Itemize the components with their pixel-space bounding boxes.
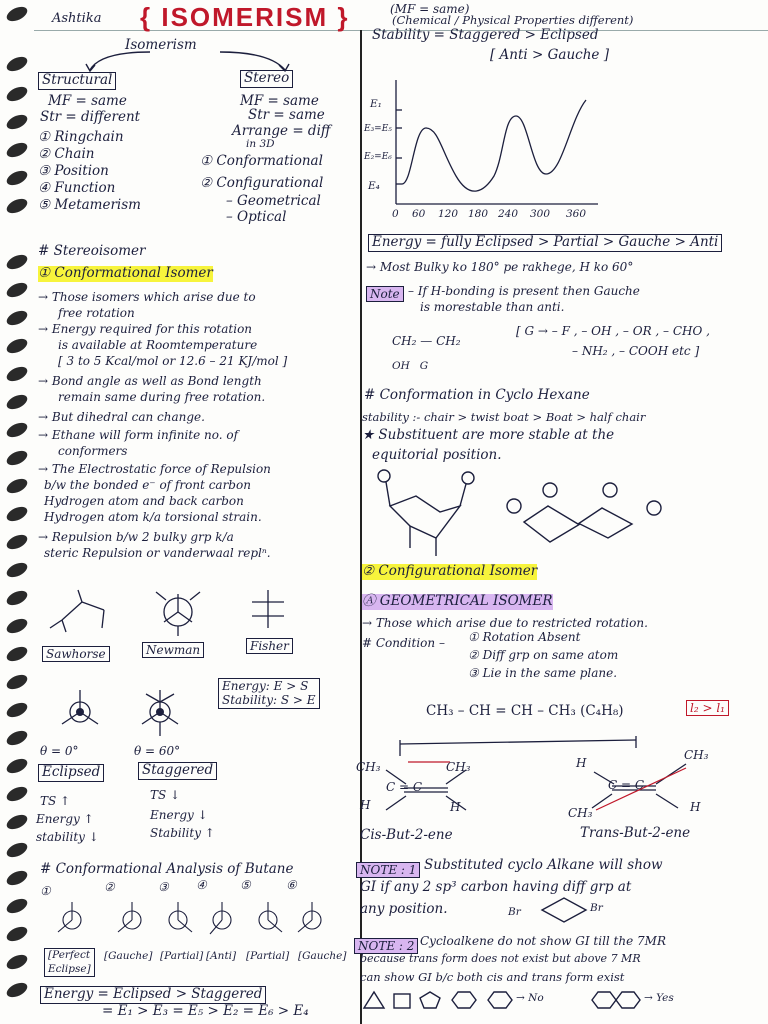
oh-g-line: OH G <box>392 360 429 372</box>
eclipsed-stability: stability ↓ <box>36 830 99 844</box>
structural-line-2: Str = different <box>40 109 141 125</box>
butane-num-5: ⑤ <box>240 878 251 892</box>
stability-line: Stability = Staggered > Eclipsed <box>372 27 599 43</box>
butane-newman-series <box>50 896 350 946</box>
energy-final-1: Energy = Eclipsed > Staggered <box>40 986 266 1004</box>
staggered-energy: Energy ↓ <box>150 808 208 822</box>
graph-xlabel-1: 0 <box>392 208 399 220</box>
structural-type-3: ③ Position <box>38 163 109 179</box>
butane-label-4: [Anti] <box>206 950 237 962</box>
butane-num-1: ① <box>40 884 51 898</box>
butane-num-3: ③ <box>158 880 169 894</box>
note2-text-1: Cycloalkene do not show GI till the 7MR <box>420 934 666 948</box>
structural-line-1: MF = same <box>48 93 127 109</box>
butane-label-6: [Gauche] <box>298 950 347 962</box>
butane-num-4: ④ <box>196 878 207 892</box>
yes-label: → Yes <box>644 992 674 1004</box>
graph-xlabel-3: 120 <box>438 208 459 220</box>
stereo-heading: Stereo <box>240 70 293 88</box>
point-16: steric Repulsion or vanderwaal replⁿ. <box>44 546 271 560</box>
energy-box-line-2: Stability: S > E <box>222 693 316 708</box>
mf-same-note: (MF = same) <box>390 2 470 16</box>
point-4: is available at Roomtemperature <box>58 338 258 352</box>
newman-eclipsed-staggered <box>50 680 210 742</box>
conformational-heading: ① Conformational Isomer <box>38 265 213 281</box>
projection-newman: Newman <box>142 642 204 658</box>
graph-xlabel-7: 360 <box>566 208 587 220</box>
stereo-line-4: in 3D <box>246 138 275 150</box>
condition-1: ① Rotation Absent <box>468 630 581 644</box>
note-text-2: is morestable than anti. <box>420 300 565 314</box>
g-list-1: [ G → – F , – OH , – OR , – CHO , <box>516 324 710 338</box>
point-8: → But dihedral can change. <box>38 410 205 424</box>
structural-type-1: ① Ringchain <box>38 129 124 145</box>
cyclohexane-chair-drawings <box>370 466 750 562</box>
stereo-type-4: – Optical <box>226 209 287 225</box>
trans-ch3-right: CH₃ <box>684 748 709 762</box>
condition-2: ② Diff grp on same atom <box>468 648 619 662</box>
structural-heading: Structural <box>38 72 116 90</box>
note1-text-3: any position. <box>360 901 448 917</box>
graph-xlabel-6: 300 <box>530 208 551 220</box>
eclipsed-energy: Energy ↑ <box>36 812 94 826</box>
isomerism-label: Isomerism <box>125 37 197 53</box>
note1-label: NOTE : 1 <box>356 862 420 878</box>
graph-ylabel-4: E₄ <box>368 180 380 192</box>
cis-ch3-left: CH₃ <box>356 760 381 774</box>
note2-text-3: can show GI b/c both cis and trans form exist <box>360 970 625 984</box>
butane-label-2: [Gauche] <box>104 950 153 962</box>
condition-3: ③ Lie in the same plane. <box>468 666 618 680</box>
butane-num-2: ② <box>104 880 115 894</box>
header-note: (Chemical / Physical Properties different) <box>392 13 634 27</box>
energy-stability-box <box>218 678 320 709</box>
structural-type-2: ② Chain <box>38 146 95 162</box>
butane-label-1: [Perfect <box>48 949 91 961</box>
point-7: remain same during free rotation. <box>58 390 266 404</box>
projection-fisher: Fisher <box>246 638 293 654</box>
graph-ylabel-3: E₂=E₆ <box>364 152 392 162</box>
geometrical-heading: Ⓐ GEOMETRICAL ISOMER <box>362 593 553 609</box>
point-12: b/w the bonded e⁻ of front carbon <box>44 478 251 492</box>
energy-box-line-1: Energy: E > S <box>222 679 309 693</box>
point-14: Hydrogen atom k/a torsional strain. <box>44 510 262 524</box>
br-label-right: Br <box>590 902 603 914</box>
energy-order: Energy = fully Eclipsed > Partial > Gauche > Anti <box>368 234 722 252</box>
projection-sawhorse: Sawhorse <box>42 646 110 662</box>
point-1: → Those isomers which arise due to <box>38 290 256 304</box>
substituent-line-2: equitorial position. <box>372 447 502 463</box>
point-15: → Repulsion b/w 2 bulky grp k/a <box>38 530 234 544</box>
graph-xlabel-4: 180 <box>468 208 489 220</box>
note-label: Note <box>366 286 404 302</box>
condition-label: # Condition – <box>362 636 445 650</box>
cis-h-left: H <box>360 798 371 812</box>
stereo-type-2: ② Configurational <box>200 175 324 191</box>
point-9: → Ethane will form infinite no. of <box>38 428 239 442</box>
stereo-type-3: – Geometrical <box>226 193 321 209</box>
no-label: → No <box>516 992 544 1004</box>
point-3: → Energy required for this rotation <box>38 322 253 336</box>
note2-text-2: because trans form does not exist but above 7 MR <box>360 952 641 965</box>
br-label-left: Br <box>508 906 521 918</box>
point-13: Hydrogen atom and back carbon <box>44 494 244 508</box>
staggered-theta: θ = 60° <box>134 744 181 758</box>
point-11: → The Electrostatic force of Repulsion <box>38 462 271 476</box>
note2-label: NOTE : 2 <box>354 938 418 954</box>
point-6: → Bond angle as well as Bond length <box>38 374 262 388</box>
page-title: { ISOMERISM } <box>140 2 350 32</box>
point-10: conformers <box>58 444 128 458</box>
trans-h-left: H <box>576 756 587 770</box>
cis-ch3-right: CH₃ <box>446 760 471 774</box>
note-text-1: – If H-bonding is present then Gauche <box>408 284 640 298</box>
staggered-ts: TS ↓ <box>150 788 181 802</box>
cycloalkene-ring-series <box>360 988 760 1016</box>
trans-c-double: C = C <box>608 778 645 792</box>
point-2: free rotation <box>58 306 135 320</box>
substituent-line-1: ★ Substituent are more stable at the <box>362 427 615 443</box>
anti-gauche: [ Anti > Gauche ] <box>490 47 609 63</box>
cyclohexane-heading: # Conformation in Cyclo Hexane <box>364 387 590 403</box>
graph-xlabel-2: 60 <box>412 208 426 220</box>
butane-heading: # Conformational Analysis of Butane <box>40 861 294 877</box>
energy-final-2: = E₁ > E₃ = E₅ > E₂ = E₆ > E₄ <box>102 1003 309 1019</box>
eclipsed-ts: TS ↑ <box>40 794 71 808</box>
configurational-heading: ② Configurational Isomer <box>362 563 538 579</box>
stereo-line-3: Arrange = diff <box>232 123 331 139</box>
butane-label-3: [Partial] <box>160 950 204 962</box>
point-5: [ 3 to 5 Kcal/mol or 12.6 – 21 KJ/mol ] <box>58 354 288 368</box>
trans-label: Trans-But-2-ene <box>580 825 691 841</box>
graph-ylabel-1: E₁ <box>370 98 382 110</box>
graph-xlabel-5: 240 <box>498 208 519 220</box>
butane-label-perfect <box>44 948 95 977</box>
cis-c-double: C = C <box>386 780 423 794</box>
cyclohexane-stability: stability :- chair > twist boat > Boat > half chair <box>362 410 646 424</box>
energy-dihedral-graph <box>366 80 606 225</box>
butane-label-5: [Partial] <box>246 950 290 962</box>
ch2-line: CH₂ — CH₂ <box>392 334 461 348</box>
eclipsed-label: Eclipsed <box>38 764 104 782</box>
stereo-line-2: Str = same <box>248 107 325 123</box>
butane-num-6: ⑥ <box>286 878 297 892</box>
eclipsed-theta: θ = 0° <box>40 744 79 758</box>
stereoisomer-heading: # Stereoisomer <box>38 243 146 259</box>
author-name: Ashtika <box>52 11 102 26</box>
graph-ylabel-2: E₃=E₅ <box>364 124 392 134</box>
staggered-stability: Stability ↑ <box>150 826 215 840</box>
butane-label-eclipse: Eclipse] <box>48 962 91 975</box>
geo-line: → Those which arise due to restricted rotation. <box>362 616 648 630</box>
structural-type-4: ④ Function <box>38 180 116 196</box>
cis-label: Cis-But-2-ene <box>360 827 453 843</box>
trans-h-right: H <box>690 800 701 814</box>
cis-h-right: H <box>450 800 461 814</box>
note1-text-2: GI if any 2 sp³ carbon having diff grp at <box>360 879 632 895</box>
stereo-type-1: ① Conformational <box>200 153 323 169</box>
spiral-binding <box>0 0 34 1024</box>
g-list-2: – NH₂ , – COOH etc ] <box>572 344 700 358</box>
structural-type-5: ⑤ Metamerism <box>38 197 141 213</box>
bulky-line: → Most Bulky ko 180° pe rakhege, H ko 60° <box>366 260 634 274</box>
note1-text-1: Substituted cyclo Alkane will show <box>424 857 663 873</box>
butene-formula: CH₃ – CH = CH – CH₃ (C₄H₈) <box>426 703 624 719</box>
stereo-line-1: MF = same <box>240 93 319 109</box>
trans-ch3-left: CH₃ <box>568 806 593 820</box>
staggered-label: Staggered <box>138 762 217 780</box>
l-compare: l₂ > l₁ <box>686 700 729 716</box>
projection-drawings <box>38 582 338 642</box>
